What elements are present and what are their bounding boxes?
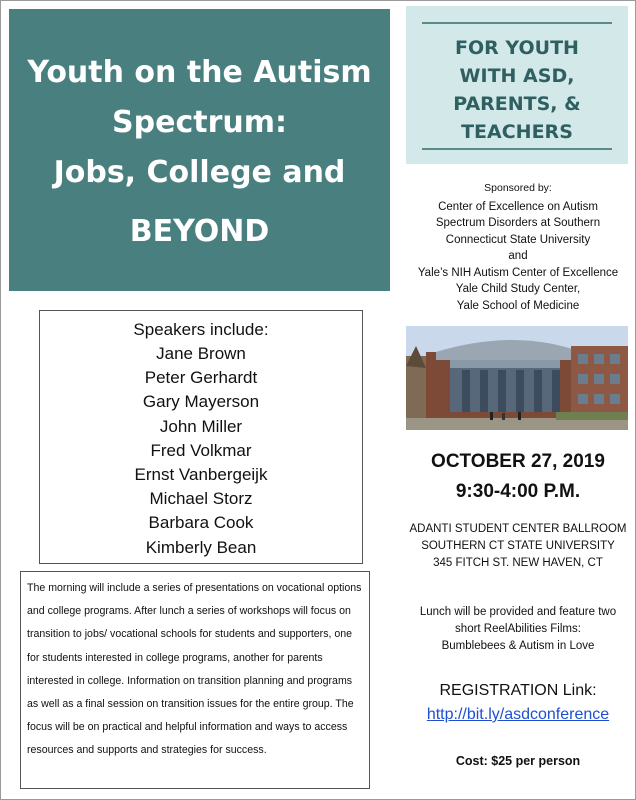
title-line: Jobs, College and <box>53 155 346 190</box>
speaker-name: Peter Gerhardt <box>144 368 258 388</box>
sponsor-line: Yale Child Study Center, <box>455 283 581 295</box>
speaker-name: Jane Brown <box>156 344 246 363</box>
audience-line: PARENTS, & <box>453 93 581 115</box>
speaker-name: Barbara Cook <box>148 513 254 533</box>
registration-label: REGISTRATION Link: <box>439 682 597 699</box>
speaker-name: Ernst Vanbergeijk <box>134 465 268 485</box>
sponsor-label: Sponsored by: <box>484 182 552 194</box>
lunch-line: Lunch will be provided and feature two <box>419 606 617 618</box>
speakers-heading: Speakers include: <box>133 320 269 339</box>
venue-block <box>400 521 636 572</box>
speaker-name: Michael Storz <box>149 489 253 509</box>
title-line: Spectrum: <box>112 105 287 140</box>
lunch-block <box>400 604 636 655</box>
speaker-name: Kimberly Bean <box>145 537 257 557</box>
building-illustration <box>406 326 628 430</box>
speaker-name: Fred Volkmar <box>150 440 252 460</box>
audience-panel <box>406 6 628 164</box>
sponsor-line: Spectrum Disorders at Southern <box>435 217 601 229</box>
title-line: BEYOND <box>129 214 270 249</box>
description-panel <box>20 571 370 789</box>
venue-line: ADANTI STUDENT CENTER BALLROOM <box>409 523 627 535</box>
registration-link[interactable]: http://bit.ly/asdconference <box>426 706 610 723</box>
sponsor-line: Yale’s NIH Autism Center of Excellence <box>417 266 619 279</box>
speakers-panel <box>39 310 363 564</box>
speaker-name: John Miller <box>159 416 243 436</box>
speaker-name: Gary Mayerson <box>142 392 260 412</box>
title-line: Youth on the Autism <box>27 55 372 90</box>
building-photo <box>406 326 628 430</box>
lunch-line: Bumblebees & Autism in Love <box>441 640 595 652</box>
sponsor-block <box>400 180 636 314</box>
divider <box>422 148 612 150</box>
time-text: 9:30-4:00 P.M. <box>455 481 581 502</box>
audience-line: TEACHERS <box>461 121 573 143</box>
title-banner <box>9 9 390 291</box>
audience-line: FOR YOUTH <box>455 37 579 59</box>
lunch-line: short ReelAbilities Films: <box>455 623 581 635</box>
venue-line: SOUTHERN CT STATE UNIVERSITY <box>421 540 615 552</box>
sponsor-line: and <box>508 250 528 262</box>
divider <box>422 22 612 24</box>
cost-text: Cost: $25 per person <box>455 754 581 768</box>
venue-line: 345 FITCH ST. NEW HAVEN, CT <box>433 557 603 569</box>
audience-line: WITH ASD, <box>459 65 575 87</box>
sponsor-line: Yale School of Medicine <box>456 299 580 312</box>
date-text: OCTOBER 27, 2019 <box>431 451 605 472</box>
sponsor-line: Center of Excellence on Autism <box>438 200 598 213</box>
event-date <box>400 447 636 507</box>
sponsor-line: Connecticut State University <box>445 233 591 246</box>
description-text: The morning will include a series of presentations on vocational options and college programs. After lunch a series of workshops will focus on transition to jobs/ vocational schools for students and supporters, one for students interested in college programs, another for parents interested in college. Information on transition planning and programs as well as a final session on transition issues for the entire group. The focus will be on practical and helpful information and ways to access resources and supports and strategies for success. <box>27 582 362 757</box>
